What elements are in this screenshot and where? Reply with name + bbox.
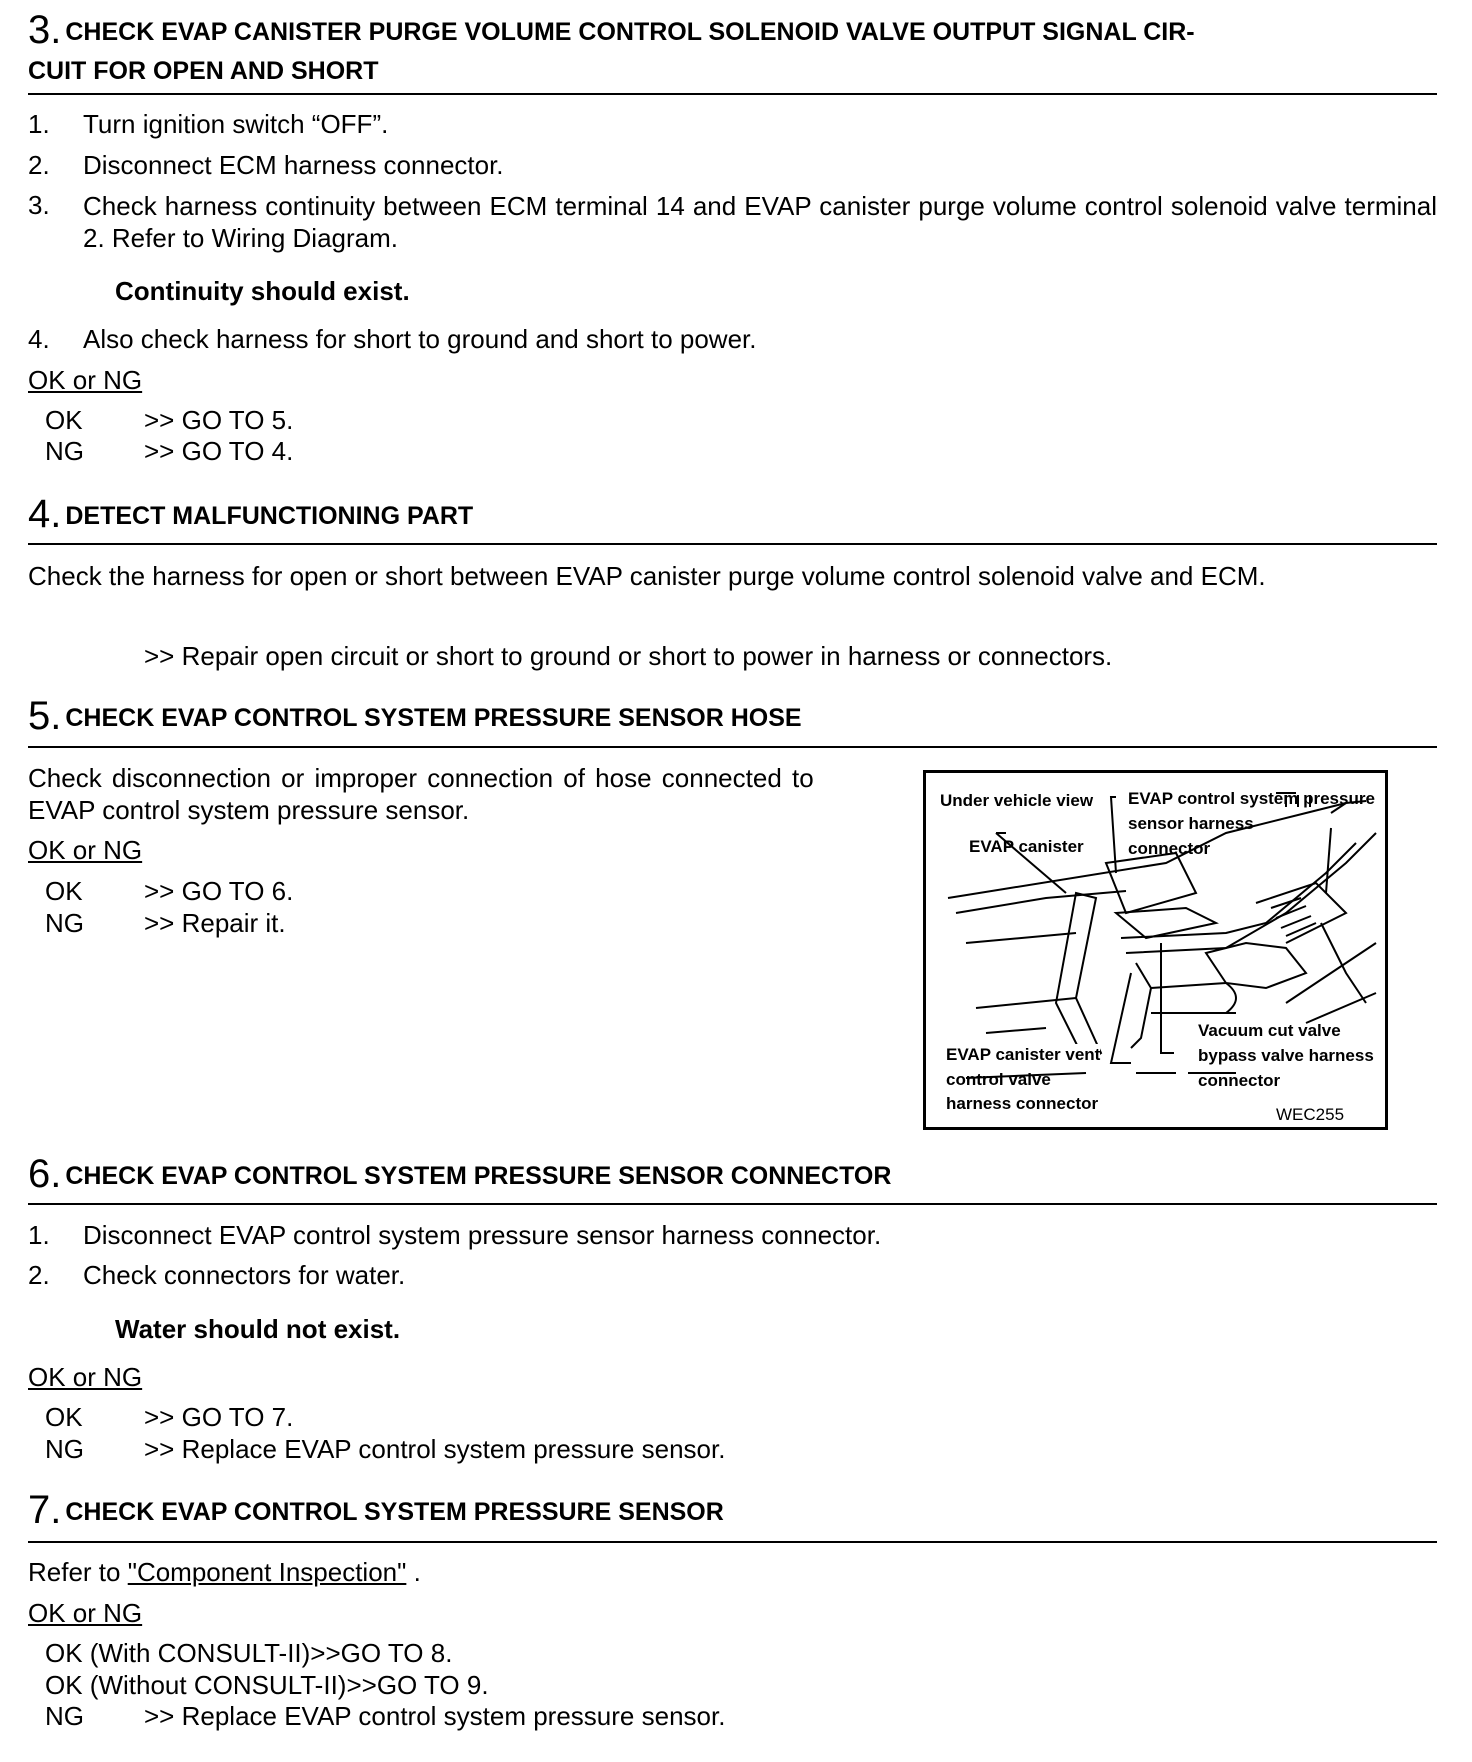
step-text: Check connectors for water. [83, 1260, 406, 1290]
section-3-heading-cont: CUIT FOR OPEN AND SHORT [28, 57, 379, 85]
result-action: >> Replace EVAP control system pressure sensor. [144, 1701, 726, 1731]
step-number: 1. [28, 1220, 50, 1250]
section-3-heading: 3. CHECK EVAP CANISTER PURGE VOLUME CONTROL SOLENOID VALVE OUTPUT SIGNAL CIR- [28, 8, 1195, 52]
ok-ng-label: OK or NG [28, 1598, 143, 1628]
ok-ng-label: OK or NG [28, 365, 143, 395]
result-key: NG [45, 436, 84, 466]
figure-code: WEC255 [1276, 1105, 1345, 1124]
ok-ng-label: OK or NG [28, 835, 143, 865]
section-4-heading: 4. DETECT MALFUNCTIONING PART [28, 492, 474, 536]
body-text: Check disconnection or improper connection of hose connected to [28, 763, 814, 793]
result-action: >> Repair it. [144, 908, 286, 938]
step-number: 2. [28, 150, 50, 180]
figure-label-sensor: connector [1128, 839, 1211, 858]
spec-text: Water should not exist. [115, 1314, 401, 1344]
figure-label-vent: EVAP canister vent [946, 1045, 1101, 1064]
result-key: OK [45, 1402, 83, 1432]
result-action: >> GO TO 4. [144, 436, 294, 466]
step-number: 3. [28, 190, 50, 220]
result-action: >> GO TO 5. [144, 405, 294, 435]
figure-label-canister: EVAP canister [969, 837, 1084, 856]
section-5-heading: 5. CHECK EVAP CONTROL SYSTEM PRESSURE SENSOR HOSE [28, 694, 802, 738]
figure-label-sensor: EVAP control system pressure [1128, 789, 1375, 808]
result-key: OK [45, 876, 83, 906]
divider [28, 93, 1437, 95]
figure-label-vacuum: connector [1198, 1071, 1281, 1090]
section-7-heading: 7. CHECK EVAP CONTROL SYSTEM PRESSURE SENSOR [28, 1488, 724, 1532]
step-text: Disconnect EVAP control system pressure sensor harness connector. [83, 1220, 882, 1250]
result-action: >> Replace EVAP control system pressure sensor. [144, 1434, 726, 1464]
figure-label-vacuum: bypass valve harness [1198, 1046, 1374, 1065]
figure-label-sensor: sensor harness [1128, 814, 1254, 833]
step-text: Turn ignition switch “OFF”. [83, 109, 389, 139]
step-text: Also check harness for short to ground and short to power. [83, 324, 757, 354]
result-key: OK [45, 405, 83, 435]
result-key: NG [45, 1701, 84, 1731]
result-action: >> GO TO 7. [144, 1402, 294, 1432]
result-line: OK (With CONSULT-II)>>GO TO 8. [45, 1638, 453, 1668]
body-text: Check the harness for open or short between EVAP canister purge volume control solenoid valve and ECM. [28, 561, 1266, 591]
section-6-heading: 6. CHECK EVAP CONTROL SYSTEM PRESSURE SENSOR CONNECTOR [28, 1152, 892, 1196]
result-line: OK (Without CONSULT-II)>>GO TO 9. [45, 1670, 489, 1700]
divider [28, 746, 1437, 748]
spec-text: Continuity should exist. [115, 276, 410, 306]
step-number: 4. [28, 324, 50, 354]
figure-label-view: Under vehicle view [940, 791, 1094, 810]
refer-text: Refer to "Component Inspection" . [28, 1557, 421, 1587]
step-text: Disconnect ECM harness connector. [83, 150, 504, 180]
step-number: 2. [28, 1260, 50, 1290]
divider [28, 543, 1437, 545]
figure-under-vehicle-view [923, 770, 1388, 1130]
ok-ng-label: OK or NG [28, 1362, 143, 1392]
step-text: Check harness continuity between ECM terminal 14 and EVAP canister purge volume control solenoid valve terminal 2. Refer to Wiring Diagram. [83, 191, 1437, 253]
figure-label-vent: control valve [946, 1070, 1051, 1089]
divider [28, 1541, 1437, 1543]
result-action: >> GO TO 6. [144, 876, 294, 906]
result-key: NG [45, 908, 84, 938]
step-number: 1. [28, 109, 50, 139]
figure-label-vent: harness connector [946, 1094, 1099, 1113]
component-inspection-link[interactable]: "Component Inspection" [127, 1557, 407, 1587]
body-text: EVAP control system pressure sensor. [28, 795, 470, 825]
result-action: >> Repair open circuit or short to ground or short to power in harness or connectors. [144, 641, 1113, 671]
result-key: NG [45, 1434, 84, 1464]
figure-label-vacuum: Vacuum cut valve [1198, 1021, 1341, 1040]
divider [28, 1203, 1437, 1205]
